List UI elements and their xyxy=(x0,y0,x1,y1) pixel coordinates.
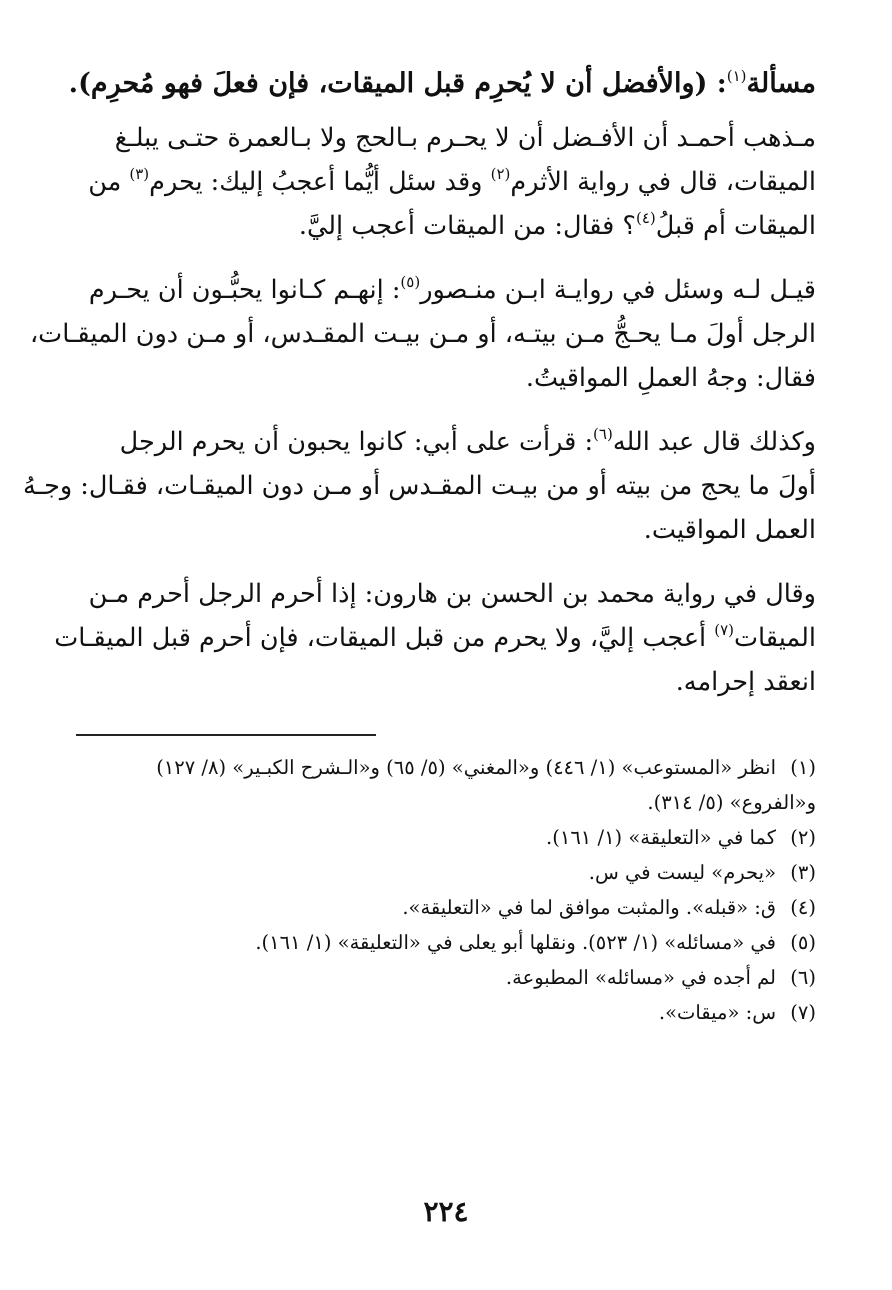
page-number: ٢٢٤ xyxy=(423,1195,469,1228)
footnote-continuation: و«الفروع» (٥/ ٣١٤). xyxy=(647,791,816,814)
issue-heading xyxy=(68,62,816,106)
text-segment: مـذهب أحمـد أن الأفـضل أن لا يحـرم بـالحج ولا بـالعمرة حتـى يبلـغ xyxy=(114,123,816,153)
footnote-item xyxy=(76,855,816,890)
text-segment: ؟ فقال: من الميقات أعجب إليَّ. xyxy=(298,211,636,241)
text-line xyxy=(76,160,816,204)
footnote-ref: (٧) xyxy=(714,621,735,639)
text-line xyxy=(76,508,816,552)
paragraph xyxy=(29,268,816,400)
text-segment: أعجب إليَّ، ولا يحرم من قبل الميقات، فإن أحرم قبل الميقـات xyxy=(54,623,715,653)
footnote-ref: (١) xyxy=(726,67,747,85)
text-line xyxy=(76,660,816,704)
paragraph xyxy=(54,572,816,704)
footnote-item xyxy=(76,750,816,785)
footnote-item xyxy=(76,995,816,1030)
text-segment: وقد سئل أيُّما أعجبُ إليك: يحرم xyxy=(149,167,491,197)
issue-text: : (والأفضل أن لا يُحرِم قبل الميقات، فإن فعلَ فهو مُحرِم). xyxy=(68,68,727,99)
text-line xyxy=(76,204,816,248)
footnote-ref: (٥) xyxy=(400,273,421,291)
footnote-text: كما في «التعليقة» (١/ ١٦١). xyxy=(546,826,776,849)
footnote-ref: (٦) xyxy=(593,425,613,443)
text-segment: وكذلك قال عبد الله xyxy=(612,427,816,457)
main-text xyxy=(22,116,816,704)
footnote-number: (١) xyxy=(790,756,816,779)
footnote-ref: (٤) xyxy=(635,209,656,227)
text-segment: فقال: وجهُ العملِ المواقيتُ. xyxy=(525,363,816,393)
issue-title: مسألة xyxy=(746,68,816,99)
text-segment: الميقات، قال في رواية الأثرم xyxy=(510,167,816,197)
text-segment: الميقات أم قبلُ xyxy=(655,211,816,241)
text-line xyxy=(22,464,816,508)
text-line xyxy=(76,356,816,400)
text-segment: قيـل لـه وسئل في روايـة ابـن منـصور xyxy=(420,275,816,305)
footnote-item xyxy=(76,925,816,960)
text-segment: العمل المواقيت. xyxy=(643,515,816,545)
footnote-text: «يحرم» ليست في س. xyxy=(588,861,776,884)
footnotes xyxy=(76,750,816,1030)
footnote-item xyxy=(76,960,816,995)
footnote-ref: (٢) xyxy=(490,165,511,183)
text-segment: : إنهـم كـانوا يحبُّـون أن يحـرم xyxy=(88,275,401,305)
footnote-text: انظر «المستوعب» (١/ ٤٤٦) و«المغني» (٥/ ٦٥) و«الـشرح الكبـير» (٨/ ١٢٧) xyxy=(156,756,776,779)
footnote-item xyxy=(76,890,816,925)
text-line xyxy=(76,420,816,464)
footnote-text: لم أجده في «مسائله» المطبوعة. xyxy=(505,966,776,989)
footnote-number: (٢) xyxy=(790,826,816,849)
footnote-number: (٧) xyxy=(790,1001,816,1024)
text-segment: وقال في رواية محمد بن الحسن بن هارون: إذا أحرم الرجل أحرم مـن xyxy=(88,579,816,609)
footnote-number: (٤) xyxy=(790,896,816,919)
text-line xyxy=(54,616,816,660)
paragraph xyxy=(22,420,816,552)
text-segment: الرجل أولَ مـا يحـجُّ مـن بيتـه، أو مـن بيـت المقـدس، أو مـن دون الميقـات، xyxy=(29,319,816,349)
text-line xyxy=(76,116,816,160)
footnote-text: في «مسائله» (١/ ٥٢٣). ونقلها أبو يعلى في «التعليقة» (١/ ١٦١). xyxy=(255,931,776,954)
text-segment: أولَ ما يحج من بيته أو من بيـت المقـدس أو مـن دون الميقـات، فقـال: وجـهُ xyxy=(22,471,816,501)
text-segment: الميقات xyxy=(734,623,816,653)
footnote-text: ق: «قبله». والمثبت موافق لما في «التعليقة». xyxy=(402,896,776,919)
text-segment: انعقد إحرامه. xyxy=(675,667,816,697)
footnote-number: (٦) xyxy=(790,966,816,989)
footnote-item xyxy=(76,820,816,855)
footnote-number: (٥) xyxy=(790,931,816,954)
text-line xyxy=(76,268,816,312)
footnote-separator xyxy=(76,734,376,736)
text-segment: : قرأت على أبي: كانوا يحبون أن يحرم الرجل xyxy=(119,427,594,457)
text-line xyxy=(29,312,816,356)
footnote-number: (٣) xyxy=(790,861,816,884)
text-segment: من xyxy=(88,167,130,197)
footnote-text: س: «ميقات». xyxy=(658,1001,776,1024)
paragraph xyxy=(76,116,816,248)
text-line xyxy=(76,572,816,616)
footnote-ref: (٣) xyxy=(129,165,150,183)
